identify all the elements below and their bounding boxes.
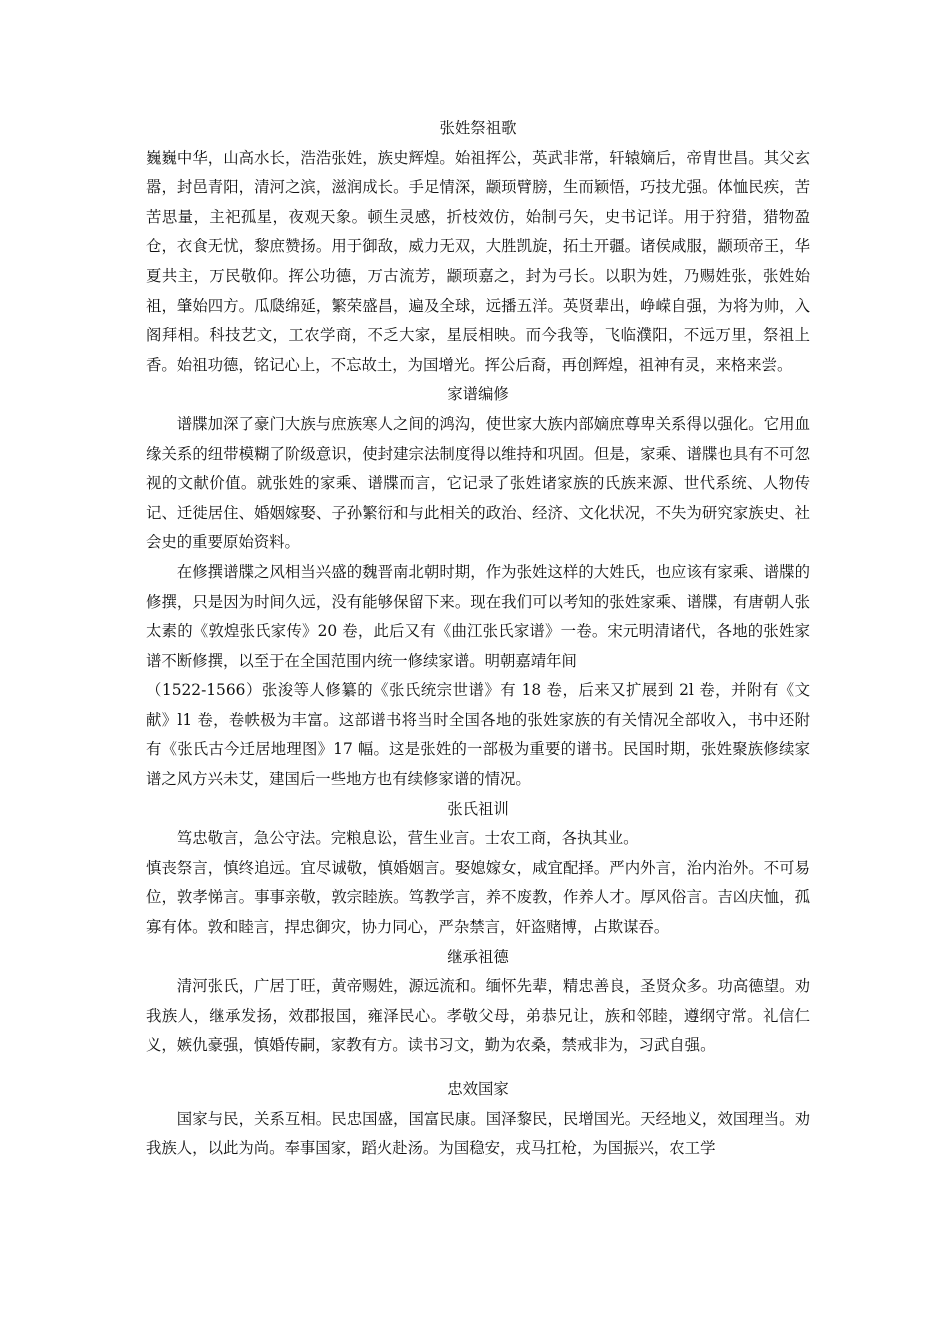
section-title-zhong-xiao-guo-jia: 忠效国家 — [447, 1080, 509, 1098]
paragraph-zhong-xiao-guo-jia: 国家与民，关系互相。民忠国盛，国富民康。国泽黎民，民增国光。天经地义，效国理当。劝我族人，以此为尚。奉事国家，蹈火赴汤。为国稳安，戎马扛枪，为国振兴，农工学 — [146, 1109, 810, 1158]
paragraph-jia-pu-2: 在修撰谱牒之风相当兴盛的魏晋南北朝时期，作为张姓这样的大姓氏，也应该有家乘、谱牒的修撰，只是因为时间久远，没有能够保留下来。现在我们可以考知的张姓家乘、谱牒，有唐朝人张太素的《敦煌张氏家传》20 卷，此后又有《曲江张氏家谱》一卷。宋元明清诸代，各地的张姓家谱不断修撰，以至于在全国范围内统一修续家谱。明朝嘉靖年间 — [146, 562, 810, 670]
paragraph-jia-pu-3: （1522-1566）张浚等人修纂的《张氏统宗世谱》有 18 卷，后来又扩展到 2l 卷，并附有《文献》l1 卷，卷帙极为丰富。这部谱书将当时全国各地的张姓家族的有关情况全部收入，书中还附有《张氏古今迁居地理图》17 幅。这是张姓的一部极为重要的谱书。民国时期，张姓聚族修续家谱之风方兴未艾，建国后一些地方也有续修家谱的情况。 — [146, 681, 810, 789]
section-title-ji-cheng-zu-de: 继承祖德 — [447, 947, 509, 966]
paragraph-jia-pu-1: 谱牒加深了豪门大族与庶族寒人之间的鸿沟，使世家大族内部嫡庶尊卑关系得以强化。它用血缘关系的纽带模糊了阶级意识，使封建宗法制度得以维持和巩固。但是，家乘、谱牒也具有不可忽视的文献价值。就张姓的家乘、谱牒而言，它记录了张姓诸家族的氏族来源、世代系统、人物传记、迁徙居住、婚姻嫁娶、子孙繁衍和与此相关的政治、经济、文化状况，不失为研究家族史、社会史的重要原始资料。 — [146, 414, 810, 552]
paragraph-ji-cheng-zu-de: 清河张氏，广居丁旺，黄帝赐姓，源远流和。缅怀先辈，精忠善良，圣贤众多。功高德望。劝我族人，继承发扬，效郡报国，雍泽民心。孝敬父母，弟恭兄让，族和邻睦，遵纲守常。礼信仁义，嫉仇豪强，慎婚传嗣，家教有方。读书习文，勤为农桑，禁戒非为，习武自强。 — [146, 977, 810, 1055]
section-spacer — [146, 1061, 810, 1075]
paragraph-zu-xun-1: 笃忠敬言，急公守法。完粮息讼，营生业言。士农工商，各执其业。 — [176, 829, 639, 848]
section-title-ji-zu-ge: 张姓祭祖歌 — [439, 119, 517, 137]
document-page — [146, 114, 810, 1164]
section-title-zu-xun: 张氏祖训 — [447, 799, 509, 818]
section-title-jia-pu-bian-xiu: 家谱编修 — [447, 385, 509, 404]
paragraph-zu-xun-2: 慎丧祭言，慎终追远。宜尽诚敬，慎婚姻言。娶媳嫁女，咸宜配择。严内外言，治内治外。不可易位，敦孝悌言。事事亲敬，敦宗睦族。笃教学言，养不废教，作养人才。厚风俗言。吉凶庆恤，孤寡有体。敦和睦言，捍忠御灾，协力同心，严杂禁言，奸盗赌博，占欺谋吞。 — [146, 858, 810, 937]
paragraph-ji-zu-ge: 巍巍中华，山高水长，浩浩张姓，族史辉煌。始祖挥公，英武非常，轩辕嫡后，帝胄世昌。其父玄嚣，封邑青阳，清河之滨，滋润成长。手足情深，颛顼臂膀，生而颖悟，巧技尤强。体恤民疾，苦苦思量，主祀孤星，夜观天象。顿生灵感，折枝效仿，始制弓矢，史书记详。用于狩猎，猎物盈仓，衣食无忧，黎庶赞扬。用于御敌，威力无双，大胜凯旋，拓土开疆。诸侯咸服，颛顼帝王，华夏共主，万民敬仰。挥公功德，万古流芳，颛顼嘉之，封为弓长。以职为姓，乃赐姓张，张姓始祖，肇始四方。瓜瓞绵延，繁荣盛昌，遍及全球，远播五洋。英贤辈出，峥嵘自强，为将为帅，入阁拜相。科技艺文，工农学商，不乏大家，星辰相映。而今我等，飞临濮阳，不远万里，祭祖上香。始祖功德，铭记心上，不忘故土，为国增光。挥公后裔，再创辉煌，祖神有灵，来格来尝。 — [146, 148, 810, 374]
